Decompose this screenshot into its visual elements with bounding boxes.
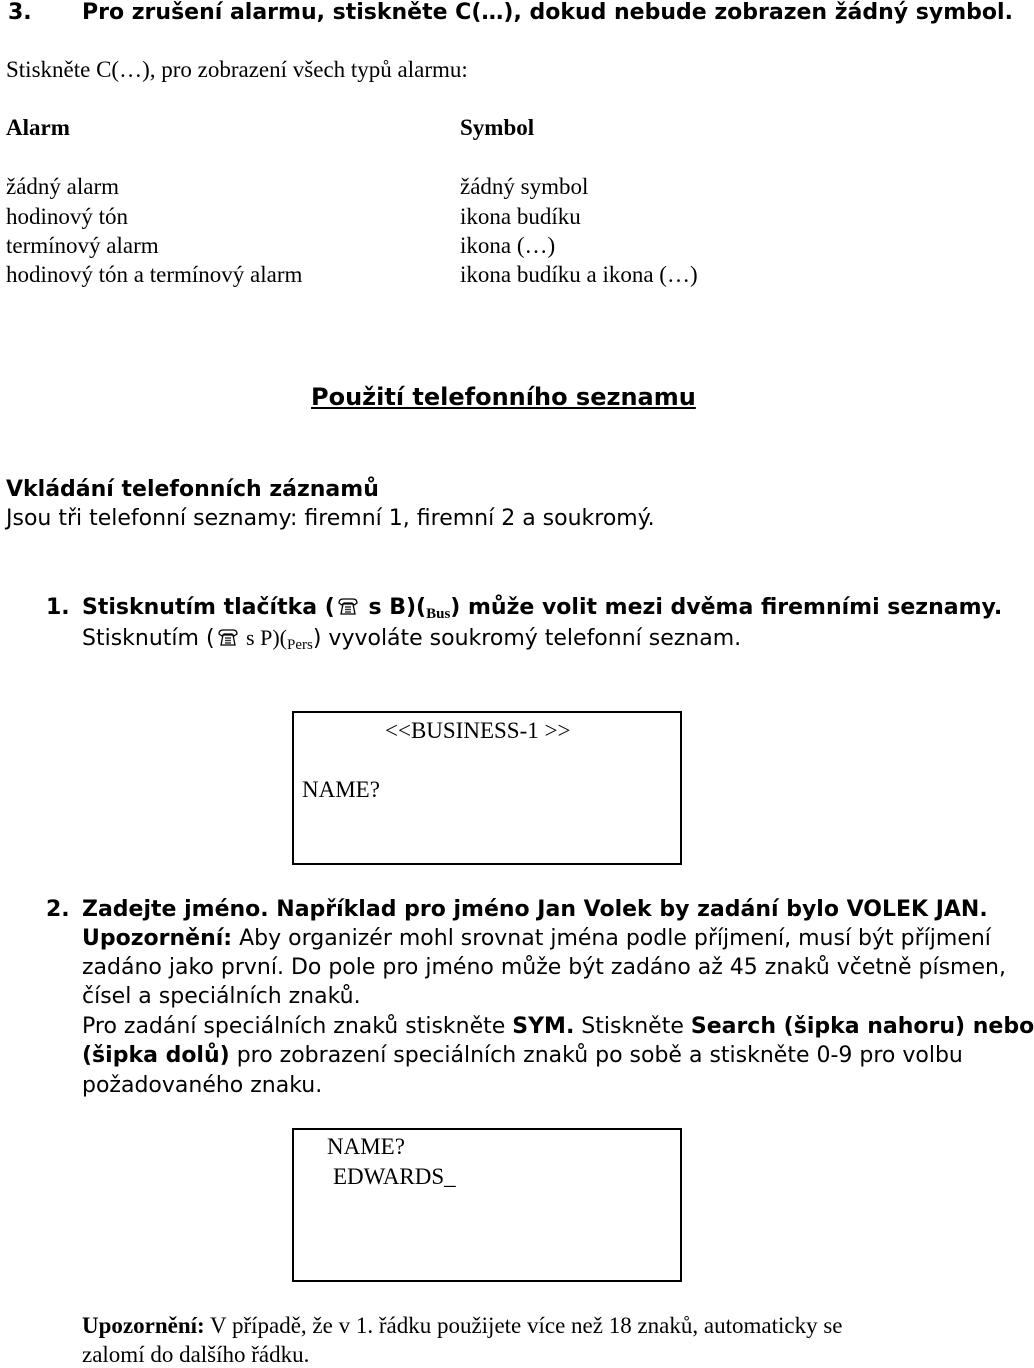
subsection-text: Jsou tři telefonní seznamy: firemní 1, firemní 2 a soukromý. bbox=[6, 506, 655, 531]
step2-line3: zadáno jako první. Do pole pro jméno může být zadáno až 45 znaků včetně písmen, bbox=[82, 955, 1006, 980]
lcd-display-name-entry bbox=[292, 1128, 682, 1282]
section-title: Použití telefonního seznamu bbox=[311, 383, 696, 411]
alarm-column-header: Alarm bbox=[6, 115, 70, 140]
display-name-prompt: NAME? bbox=[327, 1134, 405, 1159]
symbol-column-header: Symbol bbox=[460, 115, 535, 140]
alarm-row-symbol: ikona (…) bbox=[460, 233, 556, 258]
step1-number: 1. bbox=[46, 595, 70, 620]
alarm-row-symbol: ikona budíku bbox=[460, 204, 581, 229]
alarm-intro: Stiskněte C(…), pro zobrazení všech typů alarmu: bbox=[6, 57, 468, 82]
step2-warning: Upozornění: Aby organizér mohl srovnat jména podle příjmení, musí být příjmení bbox=[82, 926, 991, 951]
alarm-row-alarm: žádný alarm bbox=[6, 174, 120, 199]
phone-icon bbox=[337, 597, 359, 623]
step3-number: 3. bbox=[8, 0, 32, 25]
step2-line7: požadovaného znaku. bbox=[82, 1073, 323, 1098]
bus-label: Bus bbox=[426, 606, 451, 622]
step3-text: Pro zrušení alarmu, stiskněte C(…), dokud nebude zobrazen žádný symbol. bbox=[82, 0, 1013, 25]
display-name-value: EDWARDS_ bbox=[333, 1164, 456, 1189]
note-line1: Upozornění: V případě, že v 1. řádku použijete více než 18 znaků, automaticky se bbox=[82, 1313, 843, 1338]
display-business-label: <<BUSINESS-1 >> bbox=[385, 718, 571, 743]
alarm-row-symbol: ikona budíku a ikona (…) bbox=[460, 262, 698, 287]
step2-line5: Pro zadání speciálních znaků stiskněte SYM. Stiskněte Search (šipka nahoru) nebo bbox=[82, 1014, 1034, 1039]
lcd-display-business bbox=[292, 711, 682, 865]
step2-number: 2. bbox=[46, 897, 70, 922]
phone-icon bbox=[217, 628, 239, 654]
step1-line2: Stisknutím ( s $P)(_{Pers})$ vyvoláte soukromý telefonní seznam. bbox=[82, 625, 742, 653]
pers-label: Pers bbox=[287, 637, 313, 653]
step2-line4: čísel a speciálních znaků. bbox=[82, 984, 361, 1009]
step1-line1: Stisknutím tlačítka ( s $B)(_{Bus})$ může volit mezi dvěma firemními seznamy. bbox=[82, 595, 1003, 622]
step2-line1: Zadejte jméno. Například pro jméno Jan Volek by zadání bylo VOLEK JAN. bbox=[82, 897, 988, 922]
note-line2: zalomí do dalšího řádku. bbox=[82, 1342, 310, 1367]
alarm-row-alarm: termínový alarm bbox=[6, 233, 159, 258]
subsection-title: Vkládání telefonních záznamů bbox=[6, 477, 379, 502]
alarm-row-alarm: hodinový tón bbox=[6, 204, 129, 229]
alarm-row-symbol: žádný symbol bbox=[460, 174, 589, 199]
alarm-row-alarm: hodinový tón a termínový alarm bbox=[6, 262, 303, 287]
display-name-prompt: NAME? bbox=[302, 777, 380, 802]
step2-line6: (šipka dolů) pro zobrazení speciálních znaků po sobě a stiskněte 0-9 pro volbu bbox=[82, 1043, 963, 1068]
